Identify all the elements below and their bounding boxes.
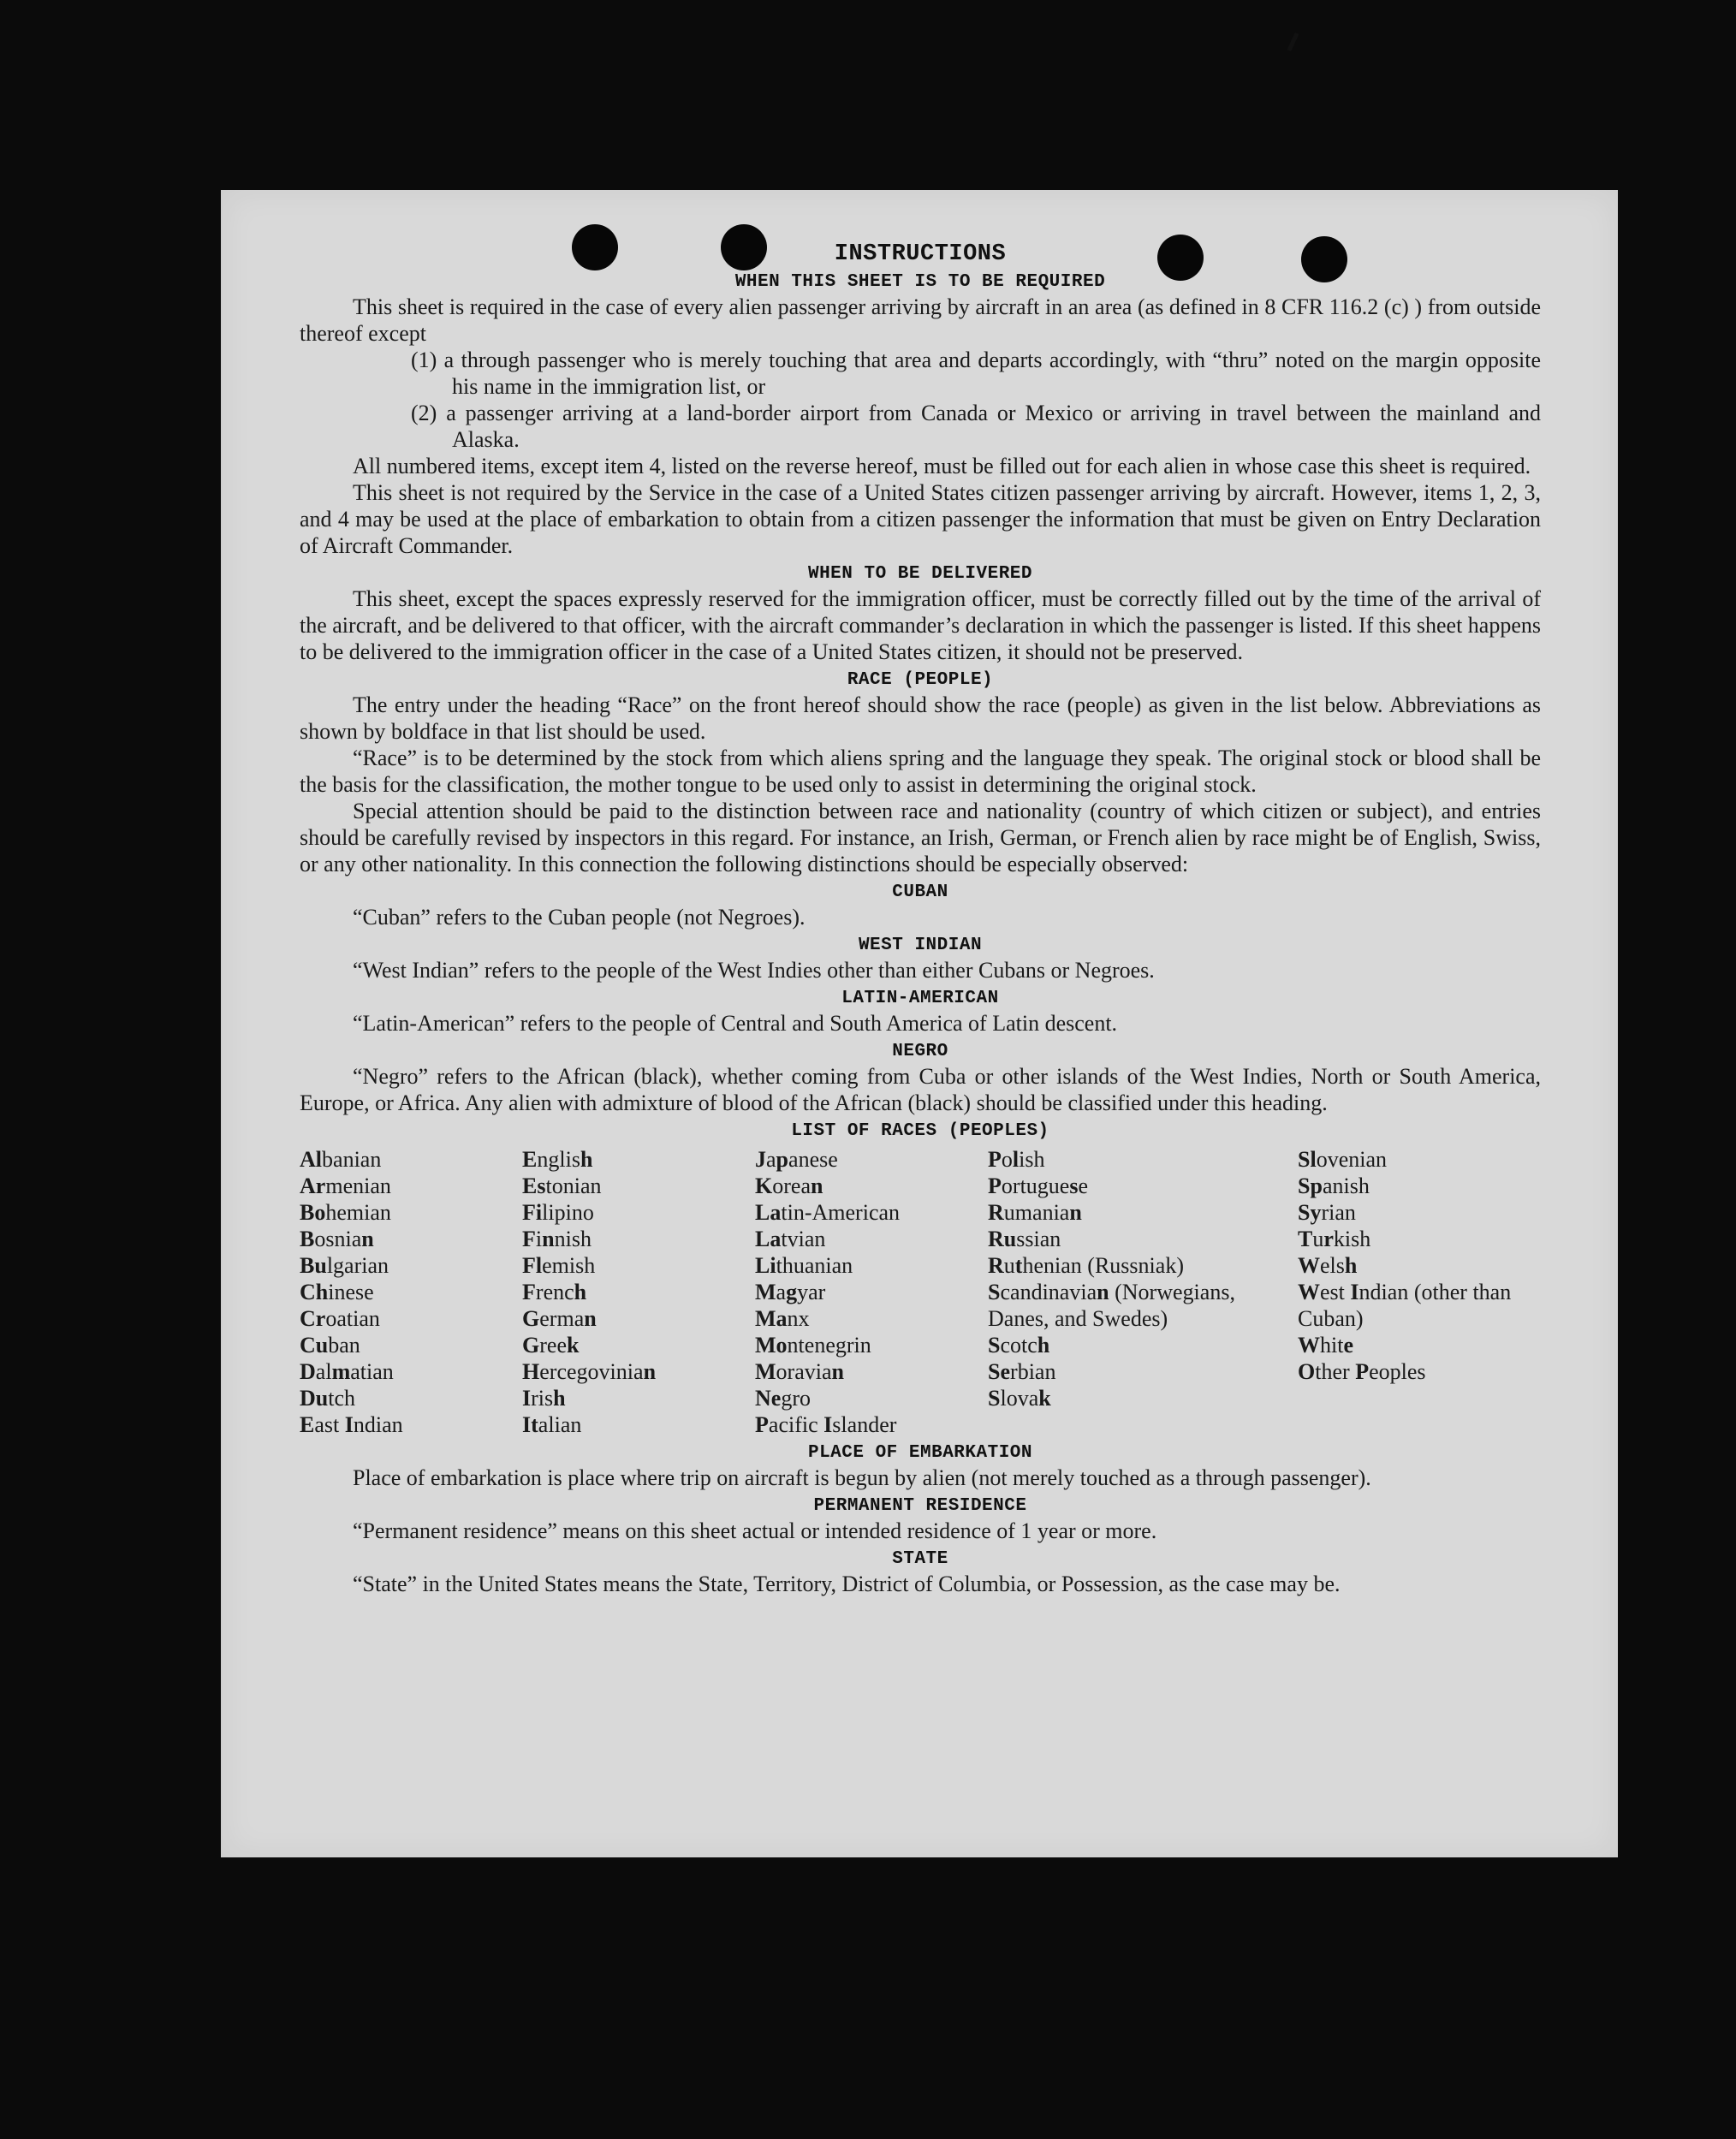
- race-entry: Flemish: [522, 1253, 596, 1278]
- race-entry: Croatian: [300, 1306, 380, 1331]
- race-entry: Korean: [755, 1173, 823, 1198]
- race-entry: Armenian: [300, 1173, 391, 1198]
- race-entry: French: [522, 1280, 587, 1304]
- exception-item: (2) a passenger arriving at a land-border airport from Canada or Mexico or arriving in travel between the mainland and Alaska.: [411, 401, 1541, 452]
- race-column: [1298, 1146, 1537, 1438]
- paragraph: “Negro” refers to the African (black), whether coming from Cuba or other islands of the West Indies, North or South America, Europe, or Africa. Any alien with admixture of blood of the African (black) should be classified under this heading.: [300, 1064, 1541, 1115]
- race-entry: Irish: [522, 1386, 566, 1411]
- race-entry: Pacific Islander: [755, 1412, 897, 1437]
- race-entry: Scotch: [988, 1333, 1050, 1358]
- race-entry: Filipino: [522, 1200, 594, 1225]
- race-entry: West Indian (other than Cuban): [1298, 1280, 1512, 1331]
- race-entry: Manx: [755, 1306, 810, 1331]
- race-column: [988, 1146, 1298, 1438]
- race-entry: Spanish: [1298, 1173, 1370, 1198]
- race-entry: Montenegrin: [755, 1333, 871, 1358]
- paragraph: “Permanent residence” means on this sheet actual or intended residence of 1 year or more.: [353, 1518, 1157, 1543]
- race-entry: Scandinavian (Norwegians, Danes, and Swedes): [988, 1280, 1235, 1331]
- race-entry: Polish: [988, 1147, 1045, 1172]
- paragraph: Place of embarkation is place where trip on aircraft is begun by alien (not merely touched as a through passenger).: [353, 1465, 1371, 1490]
- race-entry: Chinese: [300, 1280, 374, 1304]
- document-sheet: [221, 190, 1618, 1857]
- race-entry: German: [522, 1306, 597, 1331]
- race-entry: White: [1298, 1333, 1354, 1358]
- race-entry: Dutch: [300, 1386, 356, 1411]
- paragraph: This sheet, except the spaces expressly reserved for the immigration officer, must be correctly filled out by the time of the arrival of the aircraft, and be delivered to that officer, with the aircraft commander’s declaration in which the passenger is listed. If this sheet happens to be delivered to the immigration officer in the case of a United States citizen, it should not be preserved.: [300, 586, 1541, 664]
- paragraph: “State” in the United States means the State, Territory, District of Columbia, or Possession, as the case may be.: [353, 1572, 1341, 1596]
- race-entry: Bulgarian: [300, 1253, 389, 1278]
- section-heading: PLACE OF EMBARKATION: [807, 1443, 1033, 1463]
- paragraph: Special attention should be paid to the distinction between race and nationality (country of which citizen or subject), and entries should be carefully revised by inspectors in this regard. For instance, an Irish, German, or French alien by race might be of English, Swiss, or any other nationality. In this connection the following distinctions should be especially observed:: [300, 799, 1541, 876]
- race-entry: Lithuanian: [755, 1253, 853, 1278]
- race-entry: Bohemian: [300, 1200, 391, 1225]
- race-entry: Negro: [755, 1386, 811, 1411]
- race-column: [755, 1146, 988, 1438]
- scan-mark: [1287, 33, 1299, 51]
- paragraph: “Race” is to be determined by the stock from which aliens spring and the language they speak. The original stock or blood shall be the basis for the classification, the mother tongue to be used only to assist in determining the original stock.: [300, 746, 1541, 797]
- paragraph: “Cuban” refers to the Cuban people (not Negroes).: [353, 905, 806, 930]
- race-entry: Portuguese: [988, 1173, 1089, 1198]
- section-heading: WEST INDIAN: [858, 936, 983, 955]
- race-entry: Slovak: [988, 1386, 1051, 1411]
- race-entry: Ruthenian (Russniak): [988, 1253, 1184, 1278]
- paragraph: This sheet is not required by the Service in the case of a United States citizen passenger arriving by aircraft. However, items 1, 2, 3, and 4 may be used at the place of embarkation to obtain from a citizen passenger the information that must be given on Entry Declaration of Aircraft Commander.: [300, 480, 1541, 558]
- section-heading: CUBAN: [892, 882, 948, 902]
- race-entry: Russian: [988, 1227, 1061, 1251]
- section-heading: WHEN TO BE DELIVERED: [807, 564, 1033, 584]
- paragraph: “West Indian” refers to the people of the West Indies other than either Cubans or Negroes.: [353, 958, 1155, 983]
- race-entry: Serbian: [988, 1359, 1056, 1384]
- race-entry: Italian: [522, 1412, 582, 1437]
- race-entry: Bosnian: [300, 1227, 374, 1251]
- race-column: [300, 1146, 522, 1438]
- document-body: [300, 241, 1541, 1597]
- race-entry: Turkish: [1298, 1227, 1371, 1251]
- race-entry: Other Peoples: [1298, 1359, 1426, 1384]
- section-heading: LATIN-AMERICAN: [841, 989, 999, 1008]
- paragraph: “Latin-American” refers to the people of Central and South America of Latin descent.: [353, 1011, 1118, 1036]
- race-entry: Rumanian: [988, 1200, 1082, 1225]
- section-heading: STATE: [892, 1549, 948, 1569]
- race-entry: Moravian: [755, 1359, 845, 1384]
- race-entry: Greek: [522, 1333, 580, 1358]
- race-entry: Albanian: [300, 1147, 382, 1172]
- section-heading: PERMANENT RESIDENCE: [813, 1496, 1027, 1516]
- race-entry: Finnish: [522, 1227, 592, 1251]
- race-entry: Magyar: [755, 1280, 826, 1304]
- section-heading: WHEN THIS SHEET IS TO BE REQUIRED: [734, 272, 1106, 292]
- paragraph: The entry under the heading “Race” on the front hereof should show the race (people) as given in the list below. Abbreviations as shown by boldface in that list should be used.: [300, 692, 1541, 744]
- race-entry: Dalmatian: [300, 1359, 394, 1384]
- race-entry: Latvian: [755, 1227, 826, 1251]
- race-entry: English: [522, 1147, 593, 1172]
- section-heading: NEGRO: [892, 1042, 948, 1061]
- race-entry: Latin-American: [755, 1200, 901, 1225]
- race-entry: Slovenian: [1298, 1147, 1388, 1172]
- race-column: [522, 1146, 755, 1438]
- race-entry: Welsh: [1298, 1253, 1358, 1278]
- race-entry: Hercegovinian: [522, 1359, 657, 1384]
- paragraph: This sheet is required in the case of every alien passenger arriving by aircraft in an area (as defined in 8 CFR 116.2 (c) ) from outside thereof except: [300, 294, 1541, 346]
- race-entry: Syrian: [1298, 1200, 1356, 1225]
- page-title: INSTRUCTIONS: [834, 241, 1007, 267]
- exception-item: (1) a through passenger who is merely touching that area and departs accordingly, with “thru” noted on the margin opposite his name in the immigration list, or: [411, 348, 1541, 399]
- section-heading: LIST OF RACES (PEOPLES): [791, 1121, 1049, 1141]
- race-list: [300, 1146, 1541, 1438]
- race-entry: Cuban: [300, 1333, 360, 1358]
- race-entry: East Indian: [300, 1412, 403, 1437]
- section-heading: RACE (PEOPLE): [847, 670, 994, 690]
- paragraph: All numbered items, except item 4, listed on the reverse hereof, must be filled out for each alien in whose case this sheet is required.: [353, 454, 1531, 478]
- race-entry: Japanese: [755, 1147, 838, 1172]
- race-entry: Estonian: [522, 1173, 602, 1198]
